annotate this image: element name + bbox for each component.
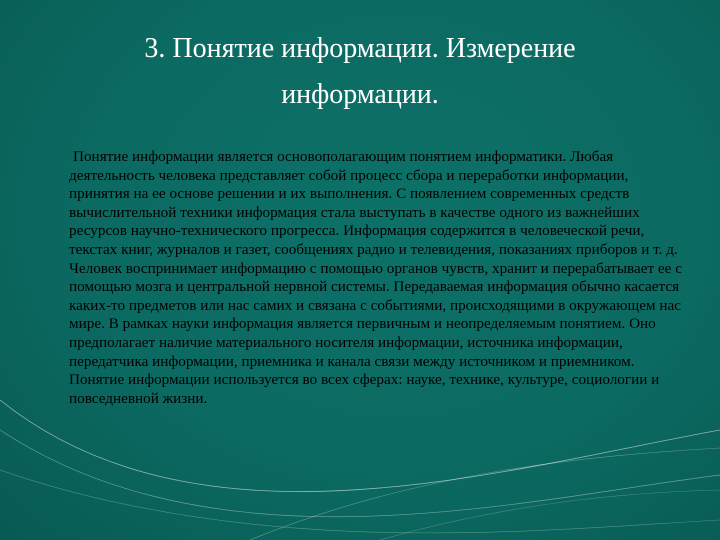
slide-title-line-1: 3. Понятие информации. Измерение [144, 33, 576, 64]
sweep-line-2 [0, 430, 720, 517]
sweep-line-4 [250, 448, 720, 540]
slide-title-line-2: информации. [281, 79, 439, 110]
sweep-line-3 [0, 470, 720, 533]
sweep-line-1 [0, 400, 720, 492]
body-paragraph: Понятие информации является основополагающим понятием информатики. Любая деятельность человека представляет собой процесс сбора и переработки информации, принятия на ее основе решении и их выполнения. С появлением современных средств вычислительной техники информация стала выступать в качестве одного из важнейших ресурсов научно-технического прогресса. Информация содержится в человеческой речи, текстах книг, журналов и газет, сообщениях радио и телевидения, показаниях приборов и т. д. Человек воспринимает информацию с помощью органов чувств, хранит и перерабатывает ее с помощью мозга и центральной нервной системы. Передаваемая информация обычно касается каких-то предметов или нас самих и связана с событиями, происходящими в окружающем нас мире. В рамках науки информация является первичным и неопределяемым понятием. Оно предполагает наличие материального носителя информации, источника информации, передатчика информации, приемника и канала связи между источником и приемником. Понятие информации используется во всех сферах: науке, технике, культуре, социологии и повседневной жизни. [69, 148, 682, 407]
slide-title [60, 26, 660, 118]
sweep-line-5 [380, 490, 720, 540]
